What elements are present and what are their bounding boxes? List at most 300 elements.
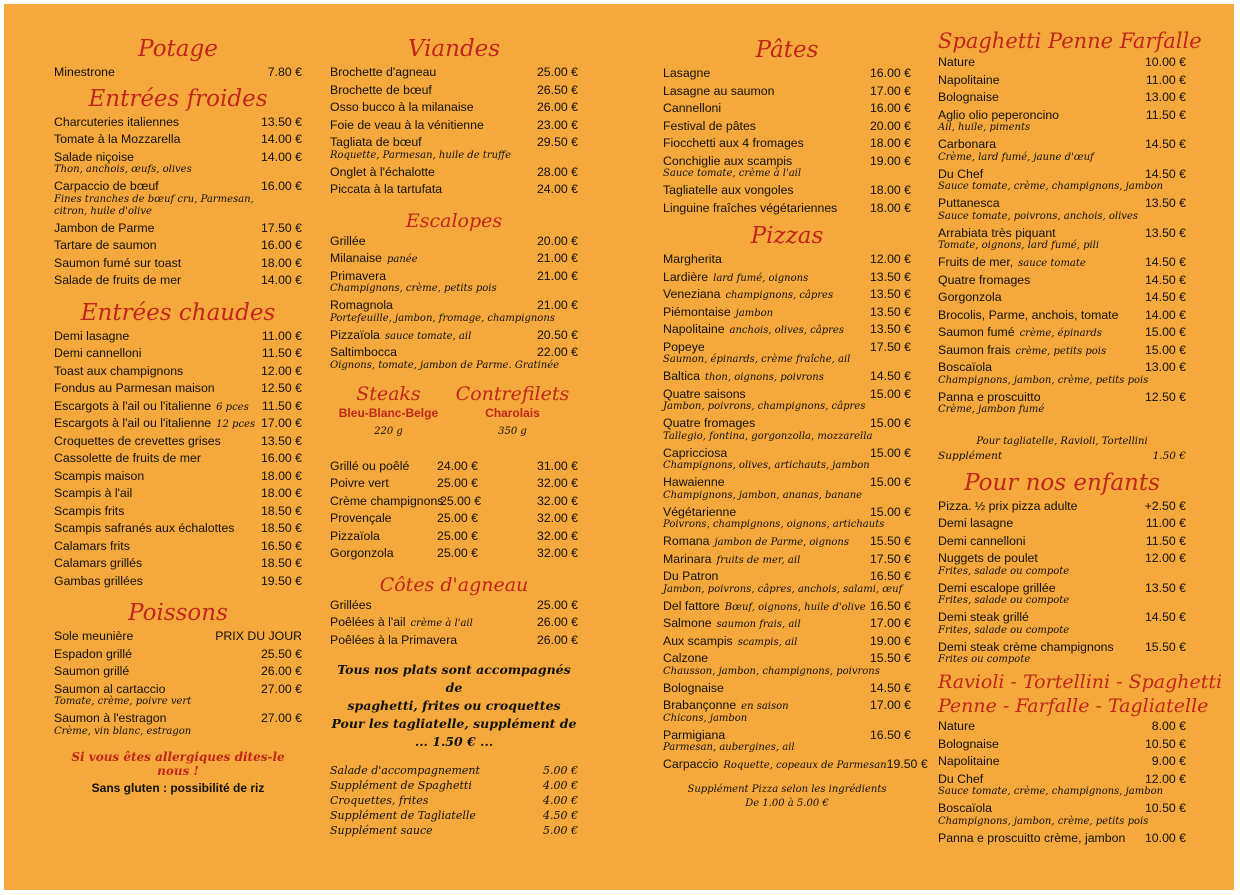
menu-item <box>330 327 578 345</box>
menu-item <box>938 324 1186 342</box>
item-name <box>54 628 215 646</box>
menu-item <box>54 237 302 255</box>
item-name-text: Pizzaïola <box>330 327 380 342</box>
menu-item <box>54 710 302 728</box>
menu-item <box>663 650 911 668</box>
item-price: 13.50 € <box>869 322 911 336</box>
steak-name: Pizzaïola <box>330 528 380 543</box>
item-name <box>663 286 870 304</box>
item-price: 13.50 € <box>869 304 911 319</box>
accompaniment-line-3: Pour les tagliatelle, supplément de <box>331 716 577 731</box>
list-viandes <box>330 64 578 199</box>
item-name-text: Calamars grillés <box>54 556 143 570</box>
item-price: 19.00 € <box>869 633 911 648</box>
item-price: 14.50 € <box>869 680 911 695</box>
item-description: Champignons, jambon, crème, petits pois <box>938 815 1149 827</box>
steak-name: Poivre vert <box>330 476 389 490</box>
item-price: 4.50 € <box>543 809 578 822</box>
section-title-pates: Pâtes <box>755 37 819 63</box>
item-name-text: Tartare de saumon <box>54 238 157 252</box>
item-name-text: Aglio olio peperoncino <box>938 107 1060 122</box>
item-description: Tomate, crème, poivre vert <box>54 696 192 707</box>
item-name <box>938 609 1145 627</box>
item-name-text: Nature <box>938 719 975 733</box>
item-price: 13.50 € <box>1144 196 1186 210</box>
item-name-text: Boscaïola <box>938 801 993 815</box>
menu-item <box>938 736 1186 754</box>
menu-item <box>663 100 911 118</box>
section-title-entrees-froides: Entrées froides <box>88 85 268 112</box>
item-name <box>663 200 870 218</box>
item-price: 14.50 € <box>1144 255 1186 269</box>
item-price: 26.00 € <box>536 632 578 647</box>
item-name-text: Linguine fraîches végétariennes <box>663 200 838 215</box>
menu-item <box>938 195 1186 213</box>
contrefilets-origin: Charolais <box>485 405 540 420</box>
item-price: 15.50 € <box>869 534 911 548</box>
item-price: 15.00 € <box>869 504 911 519</box>
item-name <box>663 615 870 633</box>
menu-item <box>938 609 1186 627</box>
item-name-text: Supplément sauce <box>330 824 433 837</box>
pizza-supplement-line-2: De 1.00 à 5.00 € <box>745 797 829 809</box>
menu-item <box>330 823 578 838</box>
item-price: 17.00 € <box>869 698 911 712</box>
pizza-supplement-line-1: Supplément Pizza selon les ingrédients <box>687 783 887 795</box>
item-inline-note: 6 pces <box>216 401 249 413</box>
item-name-text: Jambon de Parme <box>54 220 155 235</box>
item-description: Parmesan, aubergines, ail <box>663 742 795 753</box>
item-name <box>938 272 1145 290</box>
item-price: 23.00 € <box>536 117 578 132</box>
menu-item <box>663 135 911 153</box>
item-name <box>330 99 537 117</box>
item-name <box>938 718 1152 736</box>
item-name <box>663 598 870 616</box>
item-name-text: Romana <box>663 534 710 548</box>
item-name-text: Carbonara <box>938 137 997 151</box>
menu-item <box>54 555 302 573</box>
menu-item <box>938 830 1186 848</box>
item-name-text: Salade niçoise <box>54 149 134 164</box>
item-name <box>938 550 1145 568</box>
menu-item <box>330 344 578 362</box>
item-name-text: Escargots à l'ail ou l'italienne <box>54 416 212 430</box>
item-name-text: Du Patron <box>663 569 719 583</box>
item-name <box>663 83 870 101</box>
item-price: 12.00 € <box>869 252 911 266</box>
item-name-text: Du Chef <box>938 771 984 786</box>
item-name <box>663 368 870 386</box>
item-name-text: Carpaccio de bœuf <box>54 179 159 193</box>
item-name-text: Brabançonne <box>663 698 737 712</box>
item-name <box>938 324 1145 342</box>
item-name-text: Napolitaine <box>663 322 725 336</box>
item-price: 24.00 € <box>536 182 578 196</box>
list-entrees-chaudes <box>54 328 302 591</box>
item-name <box>330 164 537 182</box>
item-name-text: Arrabiata très piquant <box>938 225 1056 240</box>
item-name-text: Napolitaine <box>938 754 1000 768</box>
accompaniment-line-4: ... 1.50 € ... <box>414 734 494 749</box>
column-2 <box>330 4 578 890</box>
item-name-text: Primavera <box>330 268 387 283</box>
item-name-text: Baltica <box>663 369 700 383</box>
section-title-poissons: Poissons <box>128 600 228 626</box>
item-price: 12.00 € <box>1144 771 1186 786</box>
list-entrees-froides <box>54 114 302 290</box>
item-name-text: Osso bucco à la milanaise <box>330 100 474 114</box>
pour-line: Pour tagliatelle, Ravioli, Tortellini <box>976 436 1148 447</box>
menu-item <box>330 164 578 182</box>
menu-item <box>330 614 578 632</box>
item-name <box>663 474 870 492</box>
item-name-text: Scampis safranés aux échalottes <box>54 521 235 535</box>
item-name-text: Demi lasagne <box>938 516 1014 530</box>
item-description: Sauce tomate, crème, champignons, jambon <box>938 786 1164 797</box>
item-name-text: Festival de pâtes <box>663 118 756 133</box>
item-name <box>663 65 870 83</box>
item-name <box>54 503 261 521</box>
section-title-potage: Potage <box>138 36 218 62</box>
item-name-text: Espadon grillé <box>54 646 132 661</box>
item-description: Crème, jambon fumé <box>938 404 1045 415</box>
item-name <box>663 321 870 339</box>
item-price: 19.00 € <box>869 153 911 168</box>
item-price: 28.00 € <box>536 164 578 179</box>
menu-item <box>54 114 302 132</box>
item-name-text: Romagnola <box>330 298 393 312</box>
item-price: 15.50 € <box>1144 639 1186 654</box>
item-price: 15.00 € <box>869 416 911 430</box>
steak-price: 24.00 € <box>436 458 479 473</box>
item-description: Champignons, olives, artichauts, jambon <box>663 460 870 471</box>
item-price: 4.00 € <box>543 794 578 807</box>
menu-item <box>663 598 911 616</box>
item-price: 25.50 € <box>260 646 302 661</box>
item-name <box>663 269 870 287</box>
menu-item <box>663 680 911 698</box>
item-name-text: Tagliatelle aux vongoles <box>663 183 794 197</box>
item-name-text: Brochette d'agneau <box>330 65 437 79</box>
item-name-text: Bolognaise <box>938 90 999 104</box>
item-name <box>663 680 870 698</box>
steak-name: Provençale <box>330 511 392 525</box>
menu-item <box>330 250 578 268</box>
menu-item <box>54 131 302 149</box>
item-name-text: Du Chef <box>938 166 984 181</box>
item-name-text: Supplément de Spaghetti <box>330 779 472 792</box>
item-price: 15.50 € <box>869 651 911 665</box>
item-price: 13.00 € <box>1144 360 1186 374</box>
menu-item <box>54 503 302 521</box>
menu-item <box>330 64 578 82</box>
contrefilet-price: 31.00 € <box>536 458 579 473</box>
item-description: Jambon, poivrons, câpres, anchois, salami, œuf <box>663 583 903 595</box>
item-inline-note: Roquette, copeaux de Parmesan <box>723 760 887 771</box>
menu-item <box>938 753 1186 771</box>
item-name-text: Saumon al cartaccio <box>54 681 166 696</box>
item-name-text: Charcuteries italiennes <box>54 114 180 129</box>
item-name <box>938 533 1146 551</box>
item-name <box>663 251 870 269</box>
item-price: 11.00 € <box>261 328 302 343</box>
menu-item <box>938 515 1186 533</box>
item-name-text: Panna e proscuitto <box>938 389 1041 404</box>
menu-item <box>938 800 1186 818</box>
item-inline-note: crème à l'ail <box>410 618 473 629</box>
supplement-row <box>938 448 1186 466</box>
steak-name: Gorgonzola <box>330 546 394 560</box>
item-description: Sauce tomate, poivrons, anchois, olives <box>938 210 1138 222</box>
item-name <box>330 808 543 823</box>
item-price: 13.50 € <box>869 287 911 301</box>
menu-item <box>663 269 911 287</box>
item-name <box>330 763 543 778</box>
item-name <box>54 485 261 503</box>
menu-item <box>663 251 911 269</box>
item-name <box>938 515 1146 533</box>
item-name <box>663 135 870 153</box>
steak-name: Crème champignons <box>330 493 444 508</box>
item-price: 13.50 € <box>260 433 302 448</box>
steak-price: 25.00 € <box>436 476 479 490</box>
menu-item <box>938 72 1186 90</box>
list-enfants <box>938 498 1186 667</box>
list-extras <box>330 763 578 838</box>
item-price: 11.00 € <box>1145 516 1186 530</box>
item-price: 20.00 € <box>536 233 578 248</box>
item-name-text: Végétarienne <box>663 504 737 519</box>
menu-item <box>54 380 302 398</box>
menu-item <box>330 778 578 793</box>
menu-item <box>54 520 302 538</box>
menu-item <box>663 304 911 322</box>
item-price: 20.00 € <box>869 118 911 133</box>
section-title-steaks: Steaks <box>356 382 421 405</box>
item-price: 14.50 € <box>1144 290 1186 304</box>
accompaniment-line-2: spaghetti, frites ou croquettes <box>347 698 561 713</box>
item-price: 14.50 € <box>1144 137 1186 151</box>
item-name <box>330 597 537 615</box>
item-price: 10.00 € <box>1144 830 1186 845</box>
item-name-text: Panna e proscuitto crème, jambon <box>938 830 1126 845</box>
item-price: 18.50 € <box>260 521 302 535</box>
item-name-text: Grillées <box>330 597 372 612</box>
item-name-text: Poêlées à la Primavera <box>330 632 458 647</box>
menu-item <box>663 568 911 586</box>
item-name-text: Scampis frits <box>54 503 125 518</box>
menu-item <box>330 233 578 251</box>
item-name-text: Brochette de bœuf <box>330 82 432 97</box>
item-name-text: Carpaccio <box>663 757 719 771</box>
item-name-text: Piccata à la tartufata <box>330 182 443 196</box>
item-name <box>54 433 261 451</box>
item-name <box>938 54 1145 72</box>
section-title-contrefilets: Contrefilets <box>455 382 570 405</box>
item-name-text: Scampis maison <box>54 468 145 483</box>
item-price: 16.50 € <box>260 538 302 553</box>
item-name <box>54 450 261 468</box>
menu-item <box>938 54 1186 72</box>
item-name <box>663 100 870 118</box>
item-price: 26.50 € <box>536 82 578 97</box>
supplement-label: Supplément <box>938 450 1003 462</box>
item-name <box>938 254 1145 272</box>
item-name-text: Salade de fruits de mer <box>54 273 182 287</box>
steak-row <box>330 545 578 563</box>
item-price: 11.50 € <box>1145 107 1186 122</box>
item-name <box>663 650 870 668</box>
item-name-text: Demi steak crème champignons <box>938 639 1114 654</box>
menu-item <box>330 808 578 823</box>
menu-item <box>54 450 302 468</box>
item-name-text: Fiocchetti aux 4 fromages <box>663 136 804 150</box>
item-price: 21.00 € <box>536 268 578 283</box>
item-name <box>54 114 261 132</box>
menu-item <box>663 615 911 633</box>
item-price: 13.50 € <box>1144 225 1186 240</box>
item-name-text: Demi lasagne <box>54 328 130 343</box>
menu-item <box>54 220 302 238</box>
contrefilet-price: 32.00 € <box>536 493 578 508</box>
item-name <box>54 520 261 538</box>
item-name <box>938 359 1145 377</box>
item-inline-note: Bœuf, oignons, huile d'olive <box>724 601 866 613</box>
item-name <box>54 380 261 398</box>
item-price: PRIX DU JOUR <box>215 629 302 643</box>
menu-item <box>330 297 578 315</box>
item-name <box>54 398 262 416</box>
item-price: 14.00 € <box>260 132 302 146</box>
item-price: 15.00 € <box>869 475 911 489</box>
item-description: Frites, salade ou compote <box>938 595 1070 606</box>
item-price: 17.00 € <box>869 83 911 98</box>
menu-item <box>938 254 1186 272</box>
item-name <box>938 289 1145 307</box>
item-price: 15.00 € <box>869 445 911 460</box>
item-price: 17.50 € <box>260 220 302 235</box>
item-price: 13.50 € <box>869 269 911 284</box>
item-description: citron, huile d'olive <box>54 205 152 217</box>
item-price: 16.00 € <box>260 451 302 465</box>
item-price: 10.50 € <box>1144 736 1186 751</box>
item-name-text: Bolognaise <box>663 680 724 695</box>
item-inline-note: scampis, ail <box>737 636 798 648</box>
item-description: Chicons, jambon <box>663 712 748 724</box>
steak-price: 25.00 € <box>440 493 482 508</box>
item-price: 11.00 € <box>1145 72 1186 87</box>
item-name <box>938 753 1152 771</box>
contrefilet-price: 32.00 € <box>536 476 579 490</box>
section-title-ravioli-1: Ravioli - Tortellini - Spaghetti <box>938 671 1223 693</box>
item-price: 18.00 € <box>260 486 302 500</box>
menu-item <box>330 181 578 199</box>
item-name-text: Quatre saisons <box>663 386 746 401</box>
item-name-text: Demi cannelloni <box>54 346 142 360</box>
item-price: +2.50 € <box>1144 498 1186 513</box>
item-price: 14.00 € <box>1144 307 1186 322</box>
item-name <box>54 663 261 681</box>
menu-item <box>663 474 911 492</box>
item-name-text: Conchiglie aux scampis <box>663 153 793 168</box>
item-name <box>663 568 870 586</box>
menu-item <box>938 498 1186 516</box>
list-poissons <box>54 628 302 738</box>
item-name-text: Tomate à la Mozzarella <box>54 132 181 146</box>
item-description: Ail, huile, piments <box>938 122 1031 133</box>
steak-price: 25.00 € <box>436 546 479 560</box>
menu-item <box>330 82 578 100</box>
menu-item <box>330 793 578 808</box>
item-price: 14.50 € <box>1144 610 1186 624</box>
menu-item <box>663 321 911 339</box>
item-price: 15.00 € <box>1144 325 1186 339</box>
item-name-text: Parmigiana <box>663 727 726 742</box>
item-price: 17.00 € <box>260 416 302 430</box>
item-name-text: Boscaïola <box>938 360 993 374</box>
item-name-text: Saltimbocca <box>330 345 397 359</box>
item-name <box>54 538 261 556</box>
item-description: Thon, anchois, œufs, olives <box>54 164 192 175</box>
menu-item <box>330 134 578 152</box>
menu-item <box>54 538 302 556</box>
item-name <box>54 363 261 381</box>
item-price: 27.00 € <box>260 711 302 725</box>
item-price: 16.00 € <box>260 179 302 193</box>
item-name-text: Bolognaise <box>938 736 999 751</box>
item-name-text: Lasagne au saumon <box>663 83 775 98</box>
item-price: 14.50 € <box>1144 166 1186 181</box>
item-name-text: Popeye <box>663 339 705 354</box>
item-name-text: Aux scampis <box>663 633 733 648</box>
item-price: 17.50 € <box>869 551 911 566</box>
item-name-text: Capricciosa <box>663 445 728 460</box>
menu-item <box>330 632 578 650</box>
menu-item <box>330 99 578 117</box>
item-name <box>54 468 261 486</box>
item-price: 16.50 € <box>869 727 911 742</box>
item-price: 12.50 € <box>1144 389 1186 404</box>
item-price: 15.00 € <box>869 386 911 401</box>
list-steaks <box>330 458 578 563</box>
item-name <box>330 327 537 345</box>
item-name-text: Nature <box>938 55 975 69</box>
item-price: 26.00 € <box>260 664 302 678</box>
menu-item <box>54 468 302 486</box>
menu-sheet <box>4 4 1234 890</box>
item-price: 18.50 € <box>260 556 302 570</box>
gluten-notice: Sans gluten : possibilité de riz <box>91 780 265 795</box>
menu-item <box>54 663 302 681</box>
item-name-text: Margherita <box>663 252 722 266</box>
item-name <box>330 233 537 251</box>
menu-item <box>663 697 911 715</box>
list-pates <box>663 65 911 217</box>
item-name <box>330 823 543 838</box>
item-price: 16.00 € <box>869 101 911 115</box>
item-description: Roquette, Parmesan, huile de truffe <box>330 149 512 161</box>
item-inline-note: champignons, câpres <box>725 290 834 301</box>
contrefilet-price: 32.00 € <box>536 511 579 525</box>
item-name-text: Cannelloni <box>663 101 722 115</box>
item-name <box>54 255 261 273</box>
item-price: 25.00 € <box>536 597 578 612</box>
item-name-text: Calzone <box>663 651 709 665</box>
item-description: Poivrons, champignons, oignons, artichauts <box>663 519 885 530</box>
menu-item <box>938 359 1186 377</box>
item-name-text: Saumon fumé sur toast <box>54 255 182 270</box>
